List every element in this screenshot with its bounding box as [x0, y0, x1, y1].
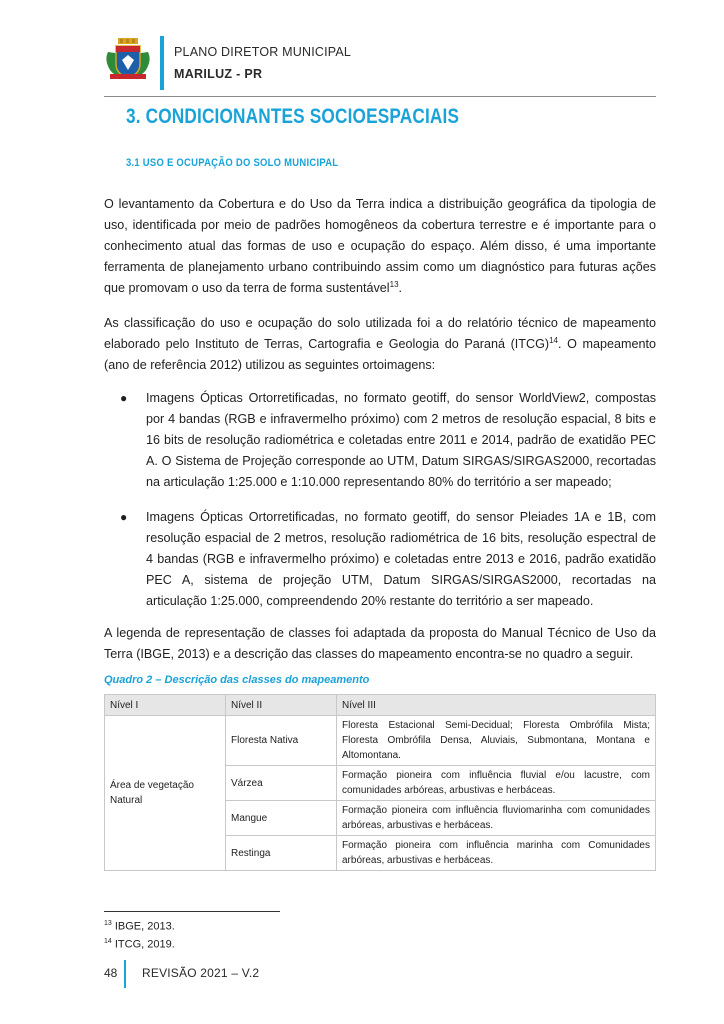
section-title: 3.1 USO E OCUPAÇÃO DO SOLO MUNICIPAL	[126, 157, 339, 169]
list-item-text: Imagens Ópticas Ortorretificadas, no formato geotiff, do sensor Pleiades 1A e 1B, com resolução espacial de 2 metros, resolução radiométrica de 16 bits, resolução espectral de 4 bandas (RGB e infravermelho próximo) e coletadas entre 2013 e 2016, padrão exatidão PEC A, sistema de projeção UTM, Datum SIRGAS/SIRGAS2000, recortadas na articulação 1:25.000, compreendendo 20% restante do território a ser mapeado.	[146, 510, 656, 608]
footnote-text: ITCG, 2019.	[111, 938, 175, 951]
page-header	[104, 34, 656, 96]
revision-label: REVISÃO 2021 – V.2	[142, 966, 260, 980]
list-item-text: Imagens Ópticas Ortorretificadas, no formato geotiff, do sensor WorldView2, compostas por 4 bandas (RGB e infravermelho próximo) com 2 metros de resolução espacial, 8 bits e 16 bits de resolução radiométrica e coletadas entre 2011 e 2014, padrão de exatidão PEC A. O Sistema de Projeção corresponde ao UTM, Datum SIRGAS/SIRGAS2000, recortadas na articulação 1:25.000 e 1:10.000 representando 80% do território a ser mapeado;	[146, 391, 656, 489]
paragraph-1	[104, 194, 656, 299]
header-divider	[104, 96, 656, 97]
chapter-title: 3. CONDICIONANTES SOCIOESPACIAIS	[126, 105, 460, 128]
level2-cell: Restinga	[226, 836, 337, 871]
paragraph-1-text: O levantamento da Cobertura e do Uso da Terra indica a distribuição geográfica da tipologia de uso, identificada por meio de padrões homogêneos da cobertura terrestre e é importante para o conhecimento atual das formas de uso e ocupação do espaço. Além disso, é uma importante ferramenta de planejamento urbano contribuindo assim como um diagnóstico para futuras ações que promovam o uso da terra de forma sustentável	[104, 197, 656, 295]
paragraph-1-end: .	[398, 281, 403, 295]
footnote-text: IBGE, 2013.	[111, 920, 175, 933]
level1-cell: Área de vegetação Natural	[105, 716, 226, 871]
paragraph-2-end: . O mapeamento (ano de referência 2012) utilizou as seguintes ortoimagens:	[104, 337, 656, 372]
level3-cell: Formação pioneira com influência marinha com Comunidades arbóreas, arbustivas e herbáceas.	[337, 836, 656, 871]
header-nivel-ii: Nível II	[226, 695, 337, 716]
level2-cell: Mangue	[226, 801, 337, 836]
footnote-number: 14	[104, 938, 112, 945]
ortho-image-list	[104, 388, 656, 626]
table-caption: Quadro 2 – Descrição das classes do mapeamento	[104, 674, 370, 686]
footnote-ref-14[interactable]: 14	[549, 335, 558, 345]
level3-cell: Formação pioneira com influência fluviomarinha com comunidades arbóreas, arbustivas e herbáceas.	[337, 801, 656, 836]
level3-cell: Formação pioneira com influência fluvial e/ou lacustre, com comunidades arbóreas, arbustivas e herbáceas.	[337, 766, 656, 801]
paragraph-2	[104, 313, 656, 376]
header-nivel-iii: Nível III	[337, 695, 656, 716]
footnote-ref-13[interactable]: 13	[389, 279, 399, 289]
header-municipality: MARILUZ - PR	[174, 67, 263, 81]
bullet-icon: ●	[120, 510, 128, 524]
classes-table	[104, 694, 656, 871]
footer-accent-bar	[124, 960, 126, 988]
header-title: PLANO DIRETOR MUNICIPAL	[174, 45, 352, 59]
level2-cell: Floresta Nativa	[226, 716, 337, 766]
page-number: 48	[104, 966, 118, 980]
footnote-13	[104, 920, 175, 933]
level3-cell: Floresta Estacional Semi-Decidual; Floresta Ombrófila Mista; Floresta Ombrófila Densa, Aluviais, Submontana, Montana e Altomontana.	[337, 716, 656, 766]
level2-cell: Várzea	[226, 766, 337, 801]
footnote-number: 13	[104, 920, 112, 927]
paragraph-2-text: As classificação do uso e ocupação do solo utilizada foi a do relatório técnico de mapeamento elaborado pelo Instituto de Terras, Cartografia e Geologia do Paraná (ITCG)	[104, 316, 656, 351]
table-header-row	[105, 695, 656, 716]
list-item	[104, 388, 656, 493]
footnote-14	[104, 938, 175, 951]
paragraph-3: A legenda de representação de classes foi adaptada da proposta do Manual Técnico de Uso da Terra (IBGE, 2013) e a descrição das classes do mapeamento encontra-se no quadro a seguir.	[104, 626, 656, 661]
list-item	[104, 507, 656, 612]
footnote-divider	[104, 911, 280, 912]
municipal-coat-of-arms-icon	[104, 38, 152, 82]
header-accent-bar	[160, 36, 164, 90]
bullet-icon: ●	[120, 391, 128, 405]
header-nivel-i: Nível I	[105, 695, 226, 716]
table-row	[105, 716, 656, 766]
